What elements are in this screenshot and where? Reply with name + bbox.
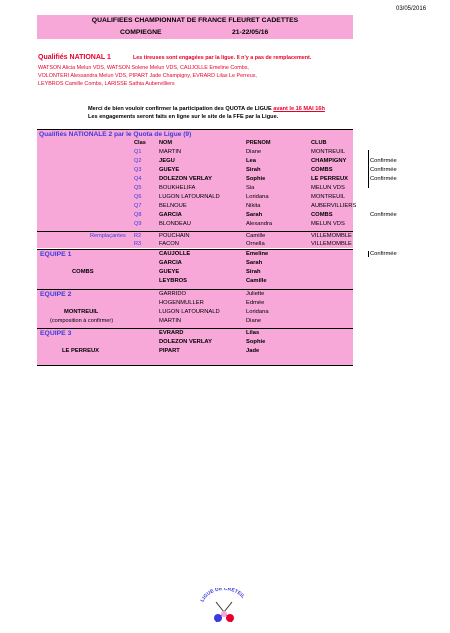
divider: [37, 328, 353, 329]
svg-text:LIGUE DE CRETEIL: [200, 588, 246, 603]
row-nom: GARCIA: [159, 212, 182, 218]
confirm-column-border: [368, 150, 369, 188]
equipe-member-prenom: Diane: [246, 318, 262, 324]
equipe-member-nom: LUGON LATOURNALD: [159, 309, 220, 315]
row-club: LE PERREUX: [311, 176, 349, 182]
row-club: MONTREUIL: [311, 149, 346, 155]
row-prenom: Nikita: [246, 203, 261, 209]
equipe-member-nom: DOLEZON VERLAY: [159, 339, 212, 345]
equipe-bg: [37, 329, 353, 365]
equipe-member-prenom: Jade: [246, 348, 260, 354]
col-header-club: CLUB: [311, 140, 327, 146]
equipe-member-prenom: Camille: [246, 278, 267, 284]
national1-heading: Qualifiés NATIONAL 1: [38, 54, 111, 61]
equipe-member-nom: PIPART: [159, 348, 180, 354]
equipe-member-prenom: Loridana: [246, 309, 269, 315]
row-clas: Q2: [134, 158, 142, 164]
row-prenom: Alexandra: [246, 221, 273, 227]
row-nom: BELNOUE: [159, 203, 187, 209]
rep-nom: FACON: [159, 241, 179, 247]
row-prenom: Sarah: [246, 212, 263, 218]
divider: [37, 249, 353, 250]
equipe-member-nom: GUEYE: [159, 269, 180, 275]
divider: [37, 231, 353, 232]
equipe-club: COMBS: [72, 269, 94, 275]
rep-prenom: Ornella: [246, 241, 265, 247]
equipe-member-prenom: Sarah: [246, 260, 263, 266]
row-nom: JEGU: [159, 158, 175, 164]
row-prenom: Diane: [246, 149, 262, 155]
rep-nom: POUCHAIN: [159, 233, 190, 239]
row-nom: BLONDEAU: [159, 221, 191, 227]
row-clas: Q5: [134, 185, 142, 191]
row-clas: Q8: [134, 212, 142, 218]
event-city: COMPIEGNE: [120, 29, 162, 36]
equipe-member-prenom: Juliette: [246, 291, 265, 297]
national2-heading: Qualifiés NATIONALE 2 par le Quota de Ligue (9): [39, 131, 192, 138]
row-prenom: Sirah: [246, 167, 261, 173]
row-confirmation: Confirmée: [370, 212, 397, 218]
equipe-confirmation: Confirmée: [370, 251, 397, 257]
row-clas: Q7: [134, 203, 142, 209]
remplacantes-label: Remplaçantes: [90, 233, 126, 239]
row-nom: DOLEZON VERLAY: [159, 176, 212, 182]
equipe-title: EQUIPE 3: [40, 330, 72, 337]
equipe-title: EQUIPE 2: [40, 291, 72, 298]
divider: [37, 289, 353, 290]
ligue-creteil-logo: [196, 588, 252, 628]
rep-club: VILLEMOMBLE: [311, 233, 352, 239]
confirmation-deadline: avant le 16 MAI 16h: [273, 106, 325, 112]
row-club: COMBS: [311, 212, 333, 218]
equipe-member-nom: LEYBROS: [159, 278, 188, 284]
row-prenom: Sia: [246, 185, 255, 191]
row-club: MONTREUIL: [311, 194, 346, 200]
row-club: COMBS: [311, 167, 333, 173]
row-club: AUBERVILLIERS: [311, 203, 357, 209]
equipe-note: (composition à confirmer): [50, 318, 114, 324]
confirmation-notice-text: Merci de bien vouloir confirmer la participation des QUOTA de LIGUE: [88, 106, 274, 112]
equipe-member-nom: EVRARD: [159, 330, 184, 336]
national1-line: LEYBROS Camille Combs, LARISSE Sathia Aubervilliers: [38, 81, 175, 87]
document-title: QUALIFIEES CHAMPIONNAT DE FRANCE FLEURET CADETTES: [91, 17, 299, 24]
row-clas: Q3: [134, 167, 142, 173]
row-prenom: Loridana: [246, 194, 269, 200]
row-club: CHAMPIGNY: [311, 158, 347, 164]
national1-line: WATSON Alicia Melun VDS, WATSON Solene Melun VDS, CAUJOLLE Emeline Combs,: [38, 65, 249, 71]
col-header-clas: Clas: [134, 140, 146, 146]
row-nom: LUGON LATOURNALD: [159, 194, 220, 200]
rep-clas: R3: [134, 241, 142, 247]
row-confirmation: Confirmée: [370, 176, 397, 182]
event-dates: 21-22/05/16: [232, 29, 269, 36]
col-header-nom: NOM: [159, 140, 173, 146]
row-nom: GUEYE: [159, 167, 180, 173]
equipe-title: EQUIPE 1: [40, 251, 72, 258]
divider: [37, 365, 353, 366]
row-confirmation: Confirmée: [370, 167, 397, 173]
national1-note: Les tireuses sont engagées par la ligue. Il n'y a pas de remplacement.: [133, 55, 312, 61]
row-nom: BOUKHELIFA: [159, 185, 196, 191]
equipe-member-nom: MARTIN: [159, 318, 182, 324]
equipe-member-nom: HOGENMULLER: [159, 300, 204, 306]
equipe-member-prenom: Emeline: [246, 251, 269, 257]
row-clas: Q1: [134, 149, 142, 155]
equipe-member-nom: GARRIDO: [159, 291, 187, 297]
confirm-column-border: [368, 251, 369, 257]
row-prenom: Sophie: [246, 176, 266, 182]
logo-text: LIGUE DE CRETEIL: [199, 588, 246, 604]
row-clas: Q4: [134, 176, 142, 182]
equipe-member-prenom: Edmée: [246, 300, 265, 306]
rep-prenom: Camille: [246, 233, 266, 239]
equipe-club: MONTREUIL: [64, 309, 99, 315]
logo-icon: [196, 588, 252, 628]
row-club: MELUN VDS: [311, 221, 345, 227]
document-date: 03/05/2016: [396, 6, 427, 12]
remplacantes-bg: [37, 232, 353, 248]
col-header-prenom: PRENOM: [246, 140, 271, 146]
row-club: MELUN VDS: [311, 185, 345, 191]
row-clas: Q9: [134, 221, 142, 227]
confirmation-notice: [88, 106, 325, 112]
row-confirmation: Confirmée: [370, 158, 397, 164]
engagements-notice: Les engagements seront faits en ligne sur le site de la FFE par la Ligue.: [88, 114, 279, 120]
row-clas: Q6: [134, 194, 142, 200]
rep-clas: R2: [134, 233, 142, 239]
rep-club: VILLEMOMBLE: [311, 241, 352, 247]
equipe-member-prenom: Sirah: [246, 269, 261, 275]
equipe-member-prenom: Sophie: [246, 339, 266, 345]
equipe-club: LE PERREUX: [62, 348, 100, 354]
row-prenom: Lea: [246, 158, 256, 164]
equipe-member-prenom: Lilas: [246, 330, 260, 336]
equipe-member-nom: CAUJOLLE: [159, 251, 191, 257]
equipe-member-nom: GARCIA: [159, 260, 182, 266]
national1-line: VOLONTERI Alessandra Melun VDS, PIPART Jade Champigny, EVRARD Lilas Le Perreux,: [38, 73, 257, 79]
row-nom: MARTIN: [159, 149, 182, 155]
